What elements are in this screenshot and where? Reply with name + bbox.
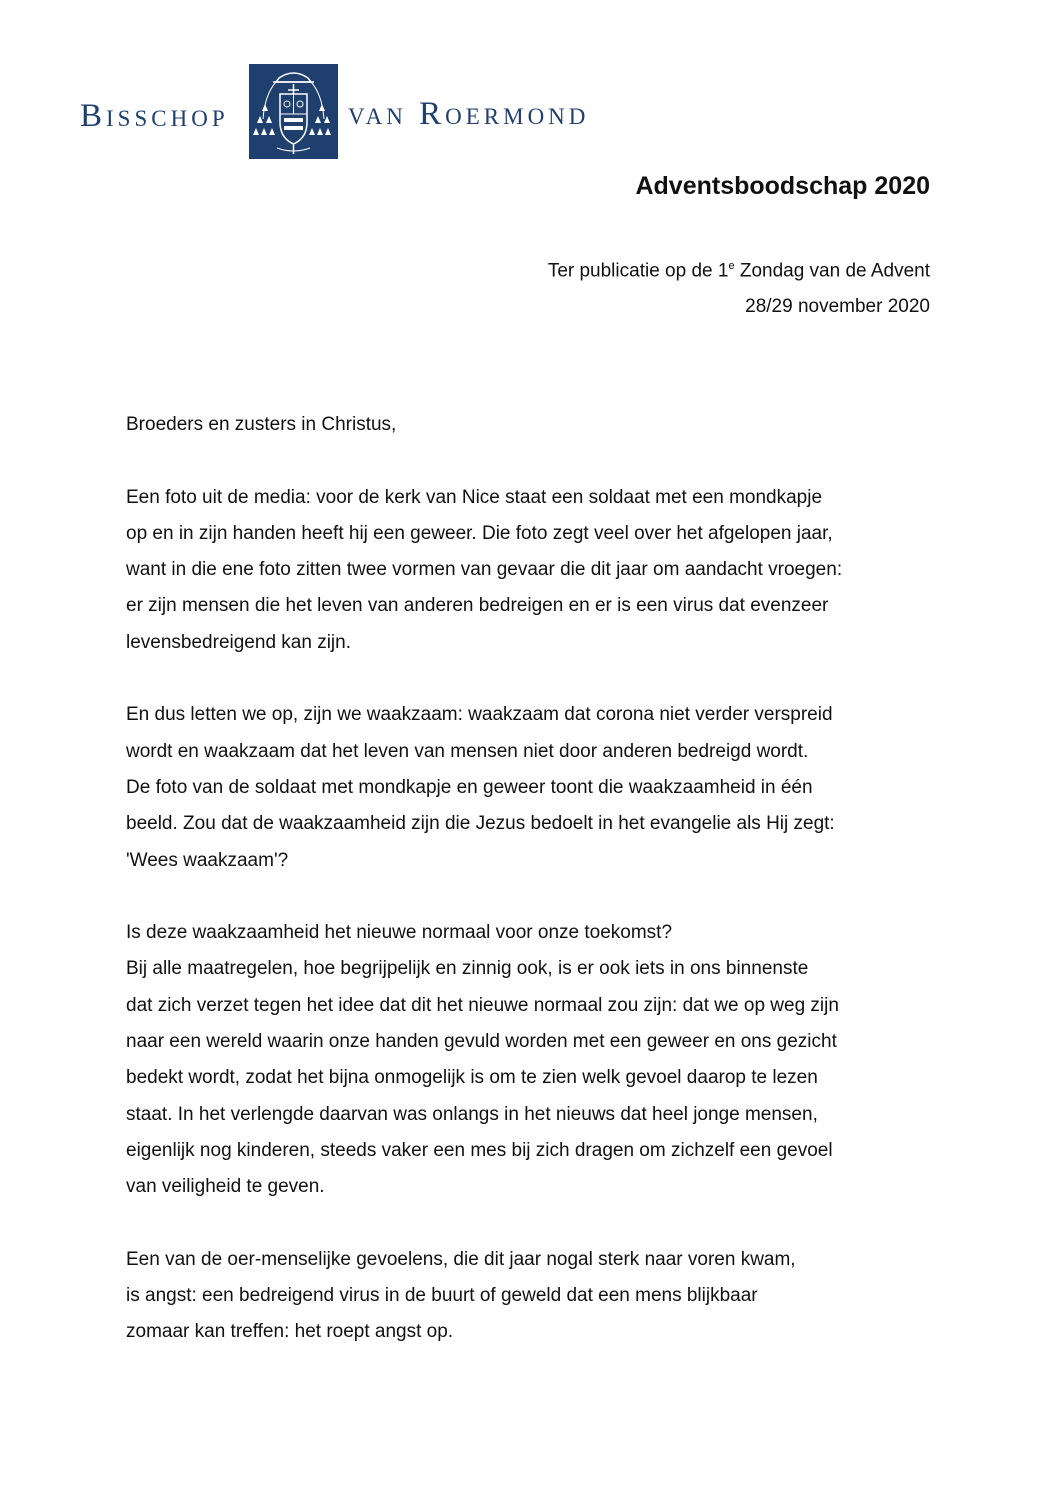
paragraph-1 [126, 480, 946, 661]
paragraph-4 [126, 1242, 946, 1351]
paragraph-line: Bij alle maatregelen, hoe begrijpelijk en zinnig ook, is er ook iets in ons binnenste [126, 958, 809, 980]
publication-date: 28/29 november 2020 [745, 296, 930, 317]
paragraph-line: bedekt wordt, zodat het bijna onmogelijk is om te zien welk gevoel daarop te lezen [126, 1067, 818, 1089]
paragraph-line: want in die ene foto zitten twee vormen van gevaar die dit jaar om aandacht vroegen: [126, 559, 843, 581]
paragraph-line: levensbedreigend kan zijn. [126, 631, 351, 653]
paragraph-line: wordt en waakzaam dat het leven van mensen niet door anderen bedreigd wordt. [126, 740, 809, 762]
paragraph-line: Een van de oer-menselijke gevoelens, die dit jaar nogal sterk naar voren kwam, [126, 1248, 796, 1270]
paragraph-line: beeld. Zou dat de waakzaamheid zijn die Jezus bedoelt in het evangelie als Hij zegt: [126, 813, 835, 835]
paragraph-line: 'Wees waakzaam'? [126, 849, 289, 871]
letterhead-bisschop: Bisschop [80, 98, 229, 134]
salutation: Broeders en zusters in Christus, [126, 414, 397, 435]
paragraph-line: De foto van de soldaat met mondkapje en geweer toont die waakzaamheid in één [126, 776, 813, 798]
letterhead [0, 0, 1058, 165]
paragraph-line: naar een wereld waarin onze handen gevuld worden met een geweer en ons gezicht [126, 1031, 837, 1053]
publication-line [548, 260, 930, 282]
paragraph-line: op en in zijn handen heeft hij een geweer. Die foto zegt veel over het afgelopen jaar, [126, 522, 833, 544]
paragraph-line: dat zich verzet tegen het idee dat dit het nieuwe normaal zou zijn: dat we op weg zijn [126, 994, 839, 1016]
publication-text-before: Ter publicatie op de 1 [547, 260, 729, 282]
document-title: Adventsboodschap 2020 [635, 172, 930, 200]
publication-text-after: Zondag van de Advent [734, 260, 930, 282]
paragraph-line: En dus letten we op, zijn we waakzaam: waakzaam dat corona niet verder verspreid [126, 704, 833, 726]
paragraph-line: is angst: een bedreigend virus in de buurt of geweld dat een mens blijkbaar [126, 1285, 758, 1307]
episcopal-coat-of-arms-icon [249, 64, 338, 159]
paragraph-line: eigenlijk nog kinderen, steeds vaker een mes bij zich dragen om zichzelf een gevoel [126, 1139, 833, 1161]
paragraph-line: Een foto uit de media: voor de kerk van Nice staat een soldaat met een mondkapje [126, 486, 823, 508]
paragraph-line: staat. In het verlengde daarvan was onlangs in het nieuws dat heel jonge mensen, [126, 1103, 818, 1125]
paragraph-line: er zijn mensen die het leven van anderen bedreigen en er is een virus dat evenzeer [126, 595, 829, 617]
paragraph-line: zomaar kan treffen: het roept angst op. [126, 1321, 454, 1343]
letterhead-van-roermond: van Roermond [348, 96, 590, 132]
paragraph-3 [126, 915, 946, 1205]
ordinal-superscript: e [728, 260, 735, 272]
letter-body [126, 407, 946, 1351]
paragraph-line: Is deze waakzaamheid het nieuwe normaal voor onze toekomst? [126, 922, 673, 944]
paragraph-2 [126, 697, 946, 878]
paragraph-line: van veiligheid te geven. [126, 1176, 325, 1198]
